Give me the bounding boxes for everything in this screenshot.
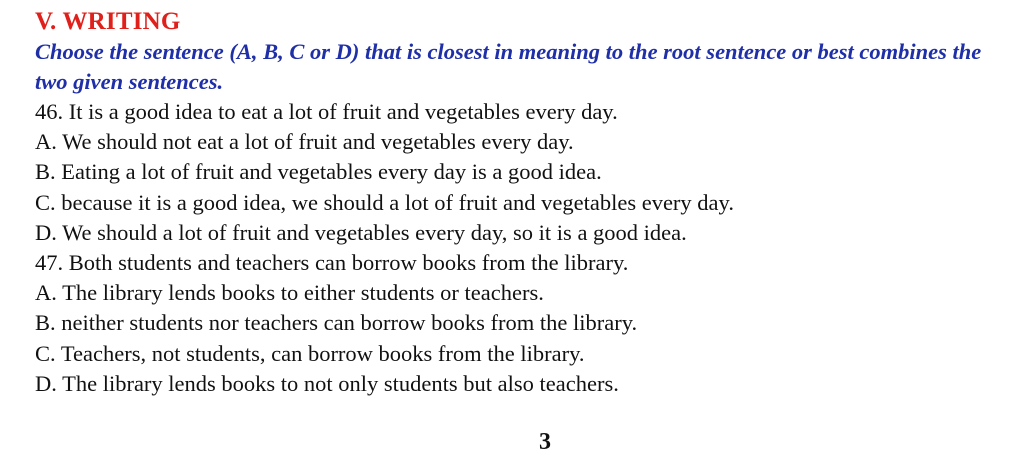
- question-47: [35, 248, 1010, 399]
- section-title: V. WRITING: [35, 8, 181, 35]
- option-c: C. because it is a good idea, we should a lot of fruit and vegetables every day.: [35, 189, 734, 215]
- option-b: B. Eating a lot of fruit and vegetables every day is a good idea.: [35, 159, 602, 185]
- option-a: A. We should not eat a lot of fruit and vegetables every day.: [35, 129, 574, 155]
- option-a: A. The library lends books to either students or teachers.: [35, 280, 544, 306]
- option-d: D. We should a lot of fruit and vegetables every day, so it is a good idea.: [35, 219, 687, 245]
- section-instruction: Choose the sentence (A, B, C or D) that is closest in meaning to the root sentence or best combines the two given sentences.: [35, 39, 982, 94]
- question-stem: 46. It is a good idea to eat a lot of fruit and vegetables every day.: [35, 99, 618, 124]
- question-stem: 47. Both students and teachers can borrow books from the library.: [35, 250, 629, 276]
- option-d: D. The library lends books to not only students but also teachers.: [35, 370, 619, 396]
- option-c: C. Teachers, not students, can borrow books from the library.: [35, 340, 585, 366]
- page-number: 3: [539, 429, 551, 455]
- question-46: [35, 97, 1010, 248]
- worksheet-page: [35, 7, 1010, 399]
- option-b: B. neither students nor teachers can borrow books from the library.: [35, 310, 638, 336]
